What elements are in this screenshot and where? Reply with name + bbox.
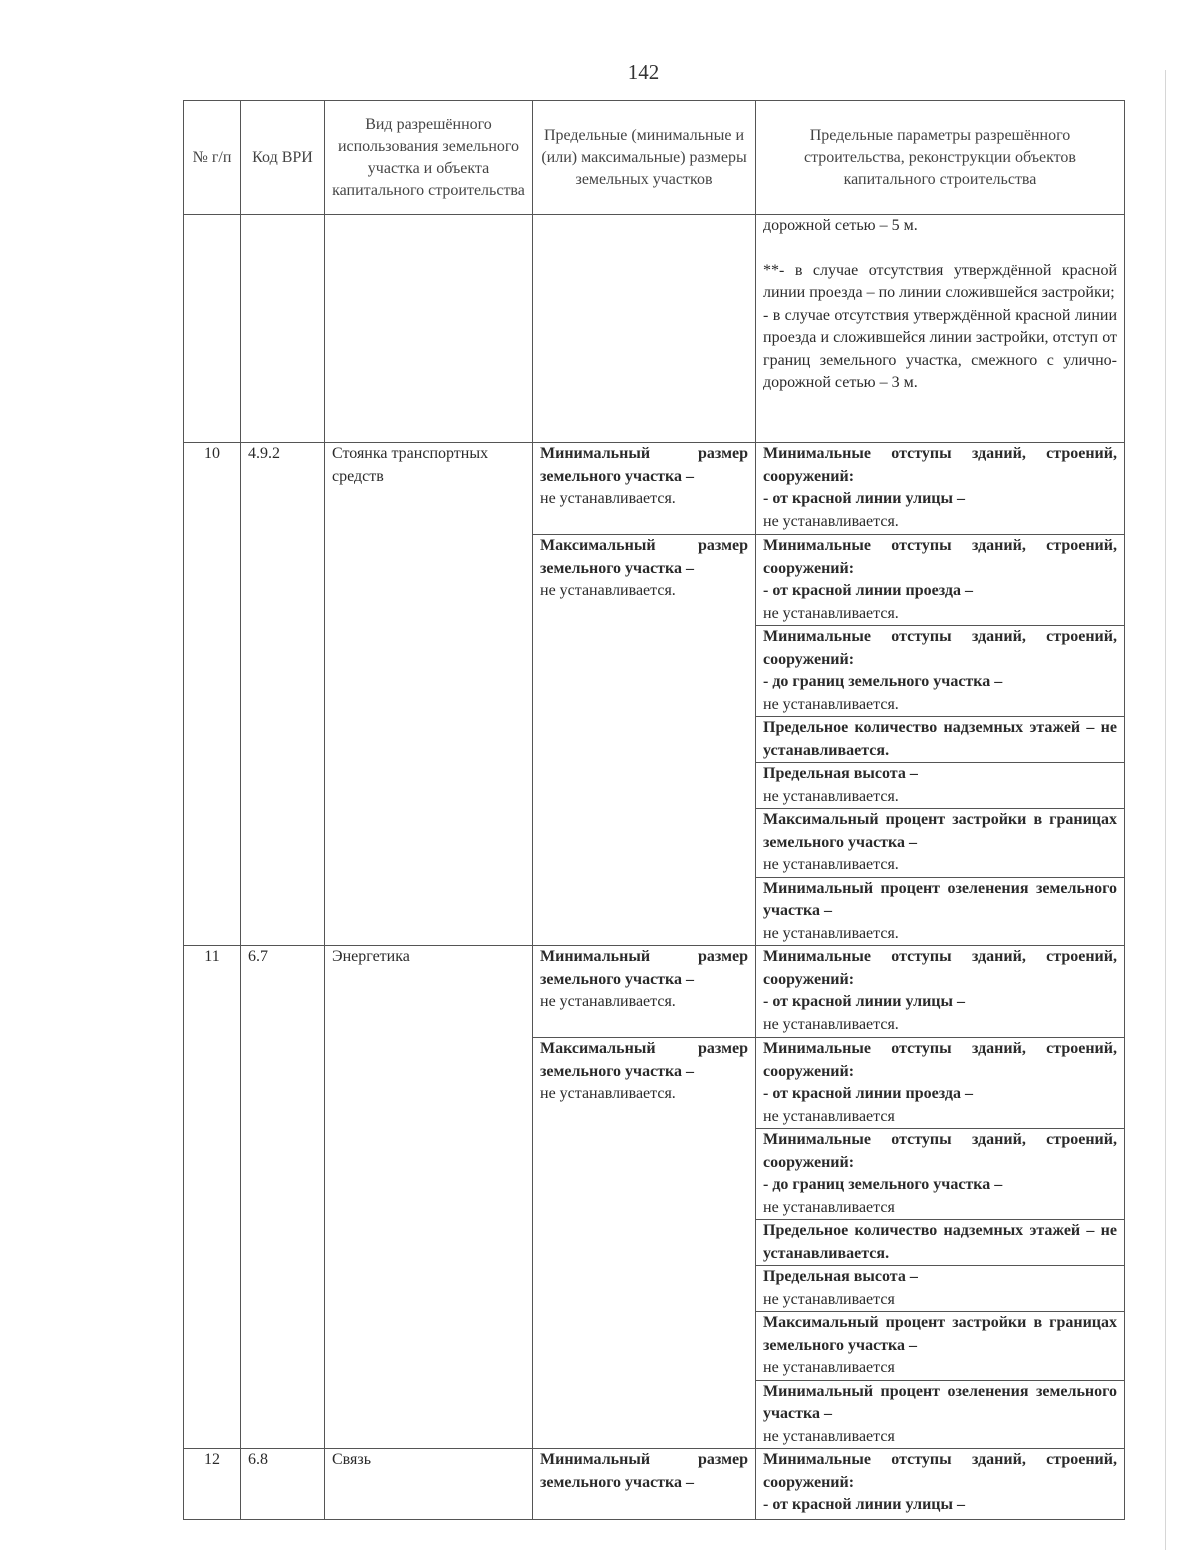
cont-params-cell <box>756 215 1125 443</box>
param-cell: Предельная высота – не устанавливается <box>756 1266 1125 1312</box>
cont-para-3: - в случае отсутствия утверждённой красной линии проезда и сложившейся линии застройки, отступ от границ земельного участка, смежного с улично-дорожной сетью – 3 м. <box>763 306 1117 391</box>
table-header-row <box>184 101 1125 215</box>
param-cell: Минимальные отступы зданий, строений, сооружений: - от красной линии проезда – не устанавливается. <box>756 535 1125 626</box>
table-row <box>184 946 1125 1038</box>
row-use-name: Связь <box>325 1449 533 1520</box>
cont-size-cell <box>533 215 756 443</box>
param-cell: Минимальные отступы зданий, строений, сооружений: - от красной линии улицы – <box>756 1449 1125 1520</box>
page-number: 142 <box>627 60 660 84</box>
param-cell: Предельное количество надземных этажей – не устанавливается. <box>756 717 1125 763</box>
min-size-cell: Минимальный размер земельного участка – <box>533 1449 756 1520</box>
param-cell: Предельное количество надземных этажей – не устанавливается. <box>756 1220 1125 1266</box>
param-cell: Минимальные отступы зданий, строений, сооружений: - от красной линии улицы – не устанавливается. <box>756 946 1125 1038</box>
cont-use-cell <box>325 215 533 443</box>
cont-line-1: дорожной сетью – 5 м. <box>763 217 918 234</box>
param-cell: Минимальные отступы зданий, строений, сооружений: - от красной линии улицы – не устанавливается. <box>756 443 1125 535</box>
row-num: 11 <box>184 946 241 1449</box>
regulations-table <box>183 100 1125 1520</box>
param-cell: Минимальные отступы зданий, строений, сооружений: - от красной линии проезда – не устанавливается <box>756 1038 1125 1129</box>
param-cell: Максимальный процент застройки в границах земельного участка – не устанавливается <box>756 1312 1125 1381</box>
row-num: 10 <box>184 443 241 946</box>
cont-code-cell <box>241 215 325 443</box>
param-cell: Минимальные отступы зданий, строений, сооружений: - до границ земельного участка – не устанавливается <box>756 1129 1125 1220</box>
row-code: 6.7 <box>241 946 325 1449</box>
header-size: Предельные (минимальные и (или) максимальные) размеры земельных участков <box>533 101 756 215</box>
table-row <box>184 1449 1125 1520</box>
row-code: 6.8 <box>241 1449 325 1520</box>
header-num: № г/п <box>184 101 241 215</box>
param-cell: Предельная высота – не устанавливается. <box>756 763 1125 809</box>
scan-edge-line <box>1165 70 1166 1550</box>
row-code: 4.9.2 <box>241 443 325 946</box>
param-cell: Максимальный процент застройки в границах земельного участка – не устанавливается. <box>756 809 1125 878</box>
param-cell: Минимальный процент озеленения земельного участка – не устанавливается. <box>756 877 1125 946</box>
param-cell: Минимальный процент озеленения земельного участка – не устанавливается <box>756 1380 1125 1449</box>
header-params: Предельные параметры разрешённого строительства, реконструкции объектов капитального строительства <box>756 101 1125 215</box>
min-size-cell: Минимальный размер земельного участка – не устанавливается. <box>533 946 756 1038</box>
header-use: Вид разрешённого использования земельного участка и объекта капитального строительства <box>325 101 533 215</box>
header-code: Код ВРИ <box>241 101 325 215</box>
row-use-name: Стоянка транспортных средств <box>325 443 533 946</box>
table-row-continuation <box>184 215 1125 443</box>
param-cell: Минимальные отступы зданий, строений, сооружений: - до границ земельного участка – не устанавливается. <box>756 626 1125 717</box>
min-size-cell: Минимальный размер земельного участка – не устанавливается. <box>533 443 756 535</box>
row-num: 12 <box>184 1449 241 1520</box>
row-use-name: Энергетика <box>325 946 533 1449</box>
cont-para-2: **- в случае отсутствия утверждённой красной линии проезда – по линии сложившейся застройки; <box>763 261 1117 301</box>
max-size-cell: Максимальный размер земельного участка – не устанавливается. <box>533 535 756 946</box>
table-row <box>184 443 1125 535</box>
max-size-cell: Максимальный размер земельного участка – не устанавливается. <box>533 1038 756 1449</box>
cont-num-cell <box>184 215 241 443</box>
